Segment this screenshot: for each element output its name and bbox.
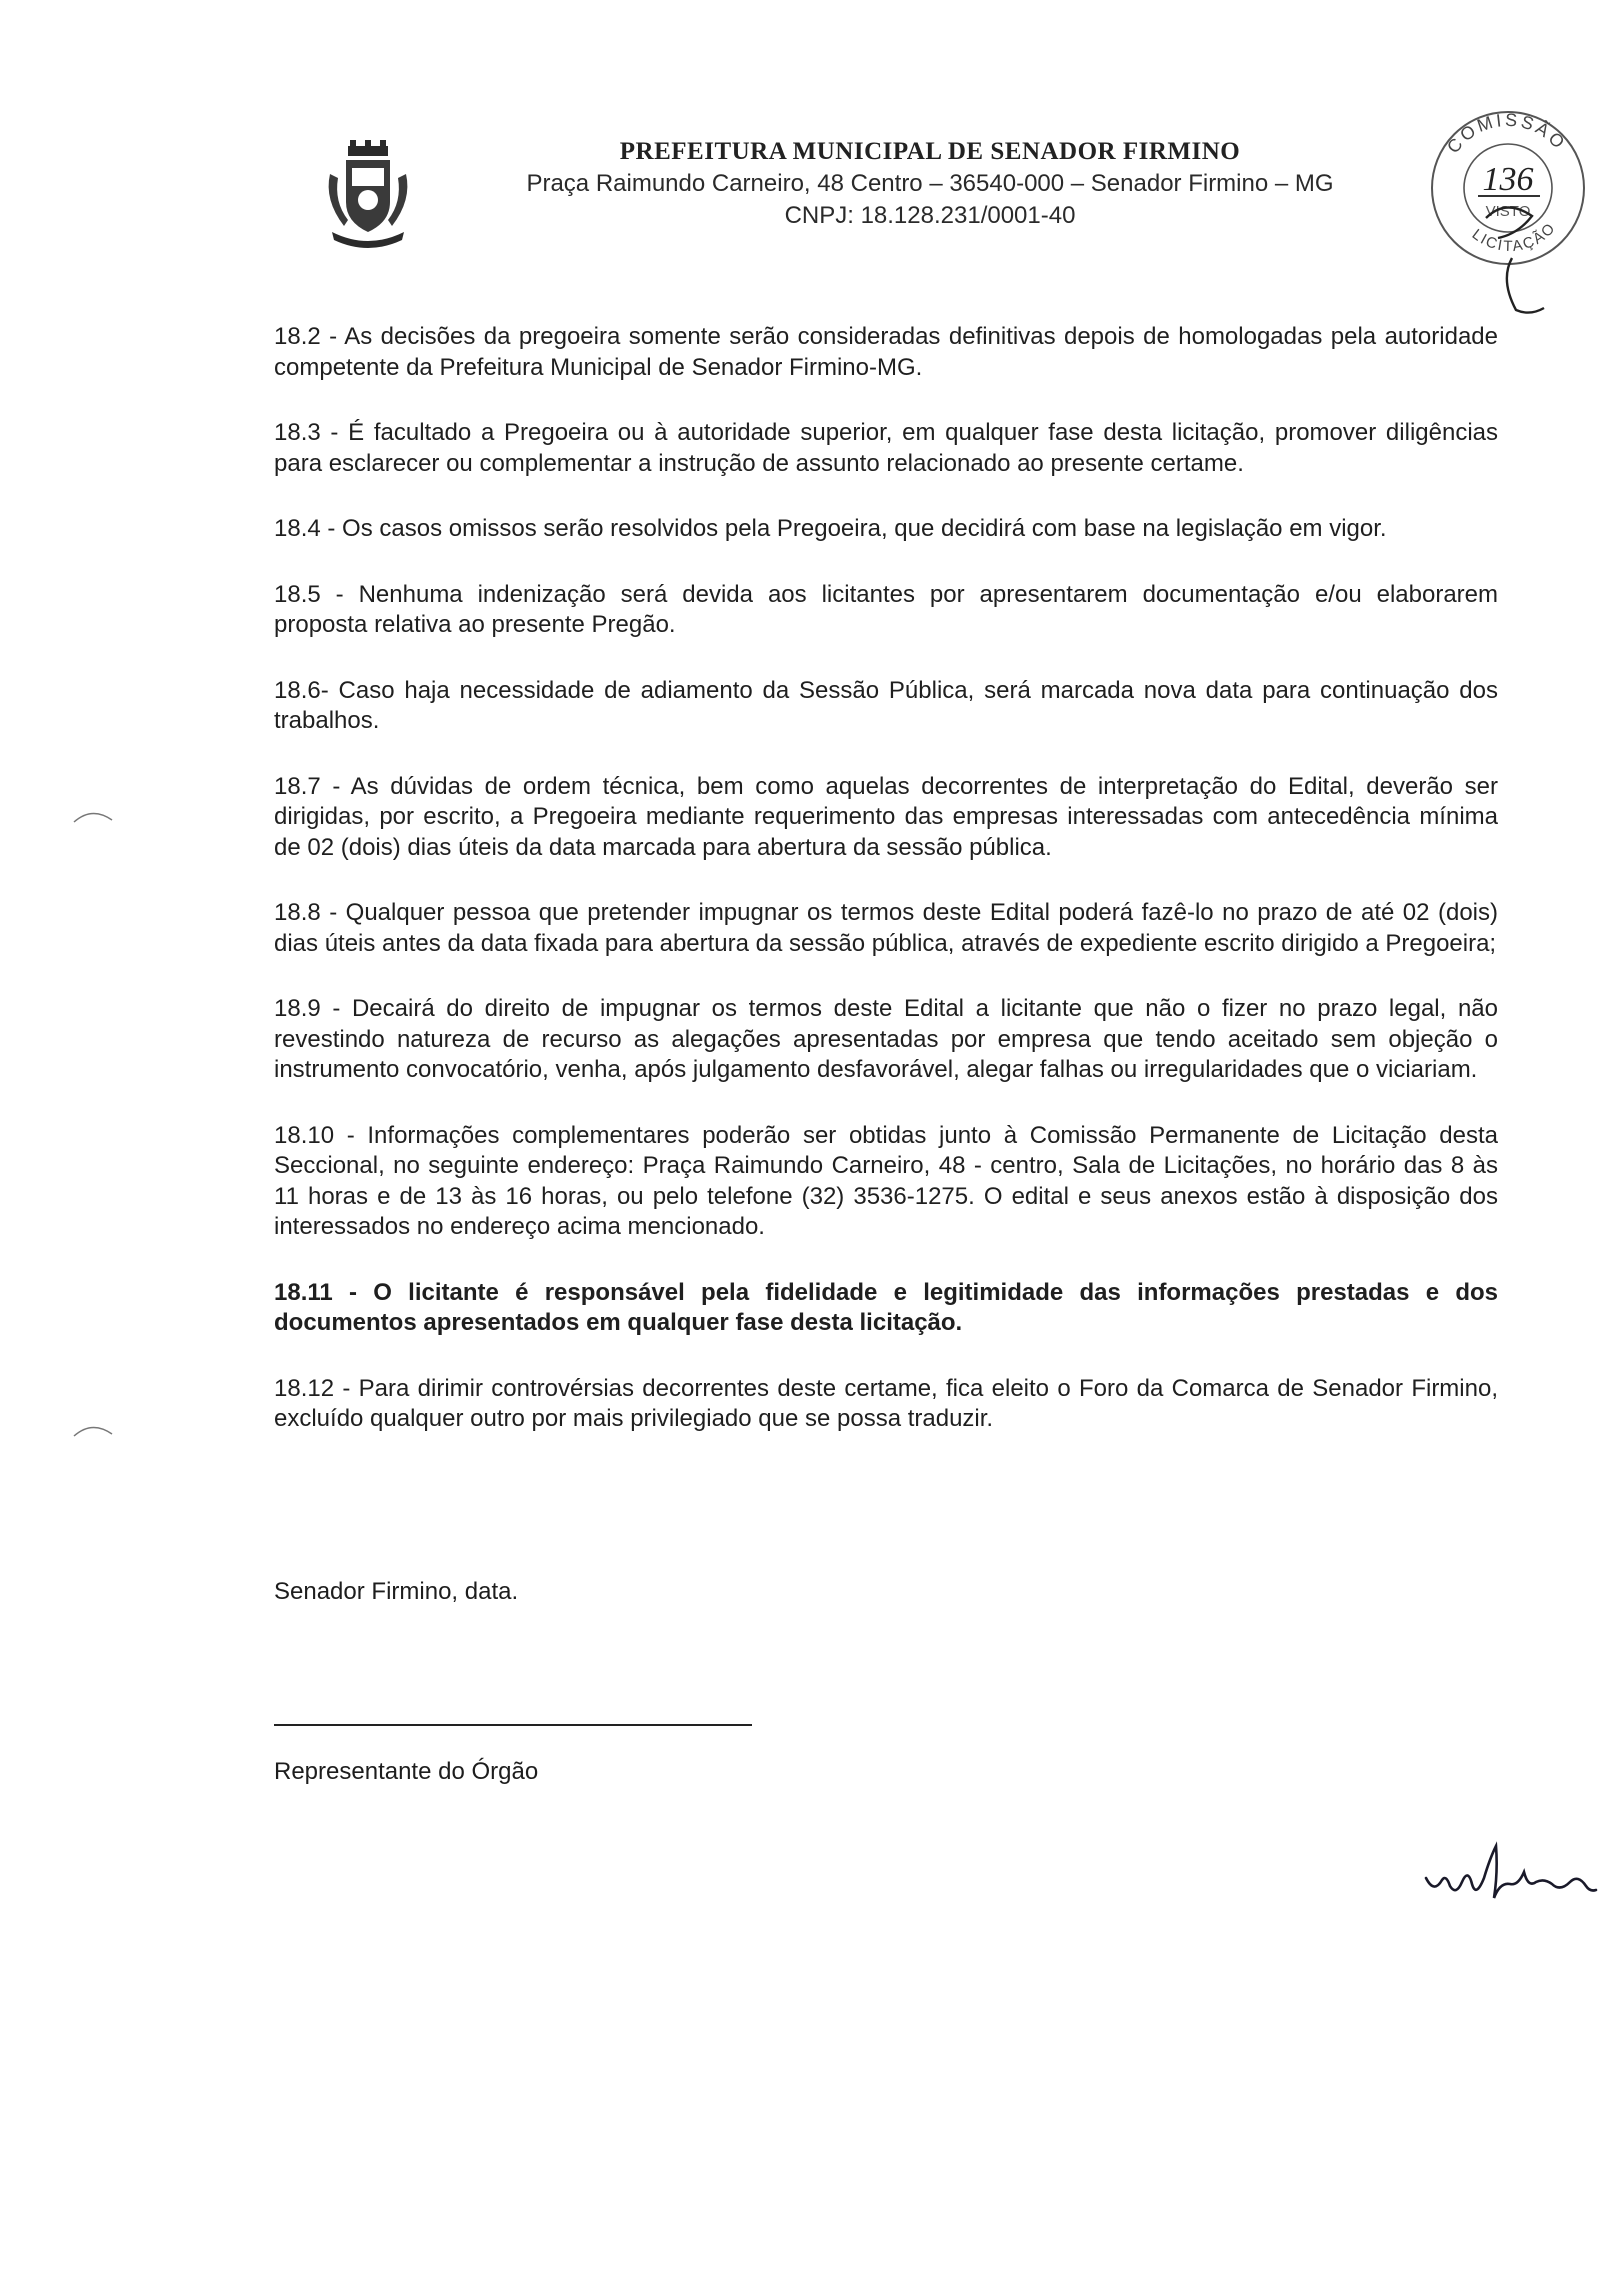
letterhead-title: PREFEITURA MUNICIPAL DE SENADOR FIRMINO [619,138,1241,165]
municipal-crest-icon [322,140,414,252]
stamp-bottom-text: LICITAÇÃO [1468,219,1560,256]
clause-18-6: 18.6- Caso haja necessidade de adiamento da Sessão Pública, será marcada nova data para continuação dos trabalhos. [274,676,1498,734]
letterhead-cnpj: CNPJ: 18.128.231/0001-40 [784,202,1076,229]
clause-18-8: 18.8 - Qualquer pessoa que pretender impugnar os termos deste Edital poderá fazê-lo no prazo de até 02 (dois) dias úteis antes da data fixada para abertura da sessão pública, através de expediente escrito dirigido a Pregoeira; [274,899,1498,957]
clause-18-7: 18.7 - As dúvidas de ordem técnica, bem como aquelas decorrentes de interpretação do Edital, deverão ser dirigidas, por escrito, a Pregoeira mediante requerimento das empresas interessadas com antecedência mínima de 02 (dois) dias úteis da data marcada para abertura da sessão pública. [274,772,1498,861]
stamp-top-text: COMISSÃO [1442,109,1571,158]
document-body [274,322,1498,1470]
svg-text:COMISSÃO [1443,110,1571,157]
handwritten-initials-signature [1420,1838,1600,1908]
stamp-number: 136 [1482,161,1534,198]
binder-hole-mark [70,1420,130,1440]
clause-18-2: 18.2 - As decisões da pregoeira somente serão consideradas definitivas depois de homologadas pela autoridade competente da Prefeitura Municipal de Senador Firmino-MG. [274,323,1498,381]
clause-18-12: 18.12 - Para dirimir controvérsias decorrentes deste certame, fica eleito o Foro da Comarca de Senador Firmino, excluído qualquer outro por mais privilegiado que se possa traduzir. [274,1374,1498,1432]
clause-18-4: 18.4 - Os casos omissos serão resolvidos pela Pregoeira, que decidirá com base na legislação em vigor. [274,515,1387,542]
clause-18-10: 18.10 - Informações complementares poderão ser obtidas junto à Comissão Permanente de Licitação desta Seccional, no seguinte endereço: Praça Raimundo Carneiro, 48 - centro, Sala de Licitações, no horário das 8 às 11 horas e de 13 às 16 horas, ou pelo telefone (32) 3536-1275. O edital e seus anexos estão à disposição dos interessados no endereço acima mencionado. [274,1121,1498,1240]
clause-18-9: 18.9 - Decairá do direito de impugnar os termos deste Edital a licitante que não o fizer no prazo legal, não revestindo natureza de recurso as alegações apresentadas por empresa que tendo aceitado sem objeção o instrumento convocatório, venha, após julgamento desfavorável, alegar falhas ou irregularidades que o viciariam. [274,995,1498,1083]
commission-stamp [1420,98,1590,318]
binder-hole-mark [70,806,130,826]
clause-18-3: 18.3 - É facultado a Pregoeira ou à autoridade superior, em qualquer fase desta licitação, promover diligências para esclarecer ou complementar a instrução de assunto relacionado ao presente certame. [274,419,1498,477]
letterhead [460,136,1400,232]
signature-label: Representante do Órgão [274,1758,539,1785]
clause-18-5: 18.5 - Nenhuma indenização será devida aos licitantes por apresentarem documentação e/ou elaborarem proposta relativa ao presente Pregão. [274,580,1498,638]
closing-place-date: Senador Firmino, data. [274,1578,519,1605]
stamp-middle-text: VISTO [1485,203,1531,220]
clause-18-11: 18.11 - O licitante é responsável pela fidelidade e legitimidade das informações prestadas e dos documentos apresentados em qualquer fase desta licitação. [274,1278,1498,1336]
signature-line [274,1724,752,1726]
letterhead-address: Praça Raimundo Carneiro, 48 Centro – 36540-000 – Senador Firmino – MG [526,170,1334,197]
